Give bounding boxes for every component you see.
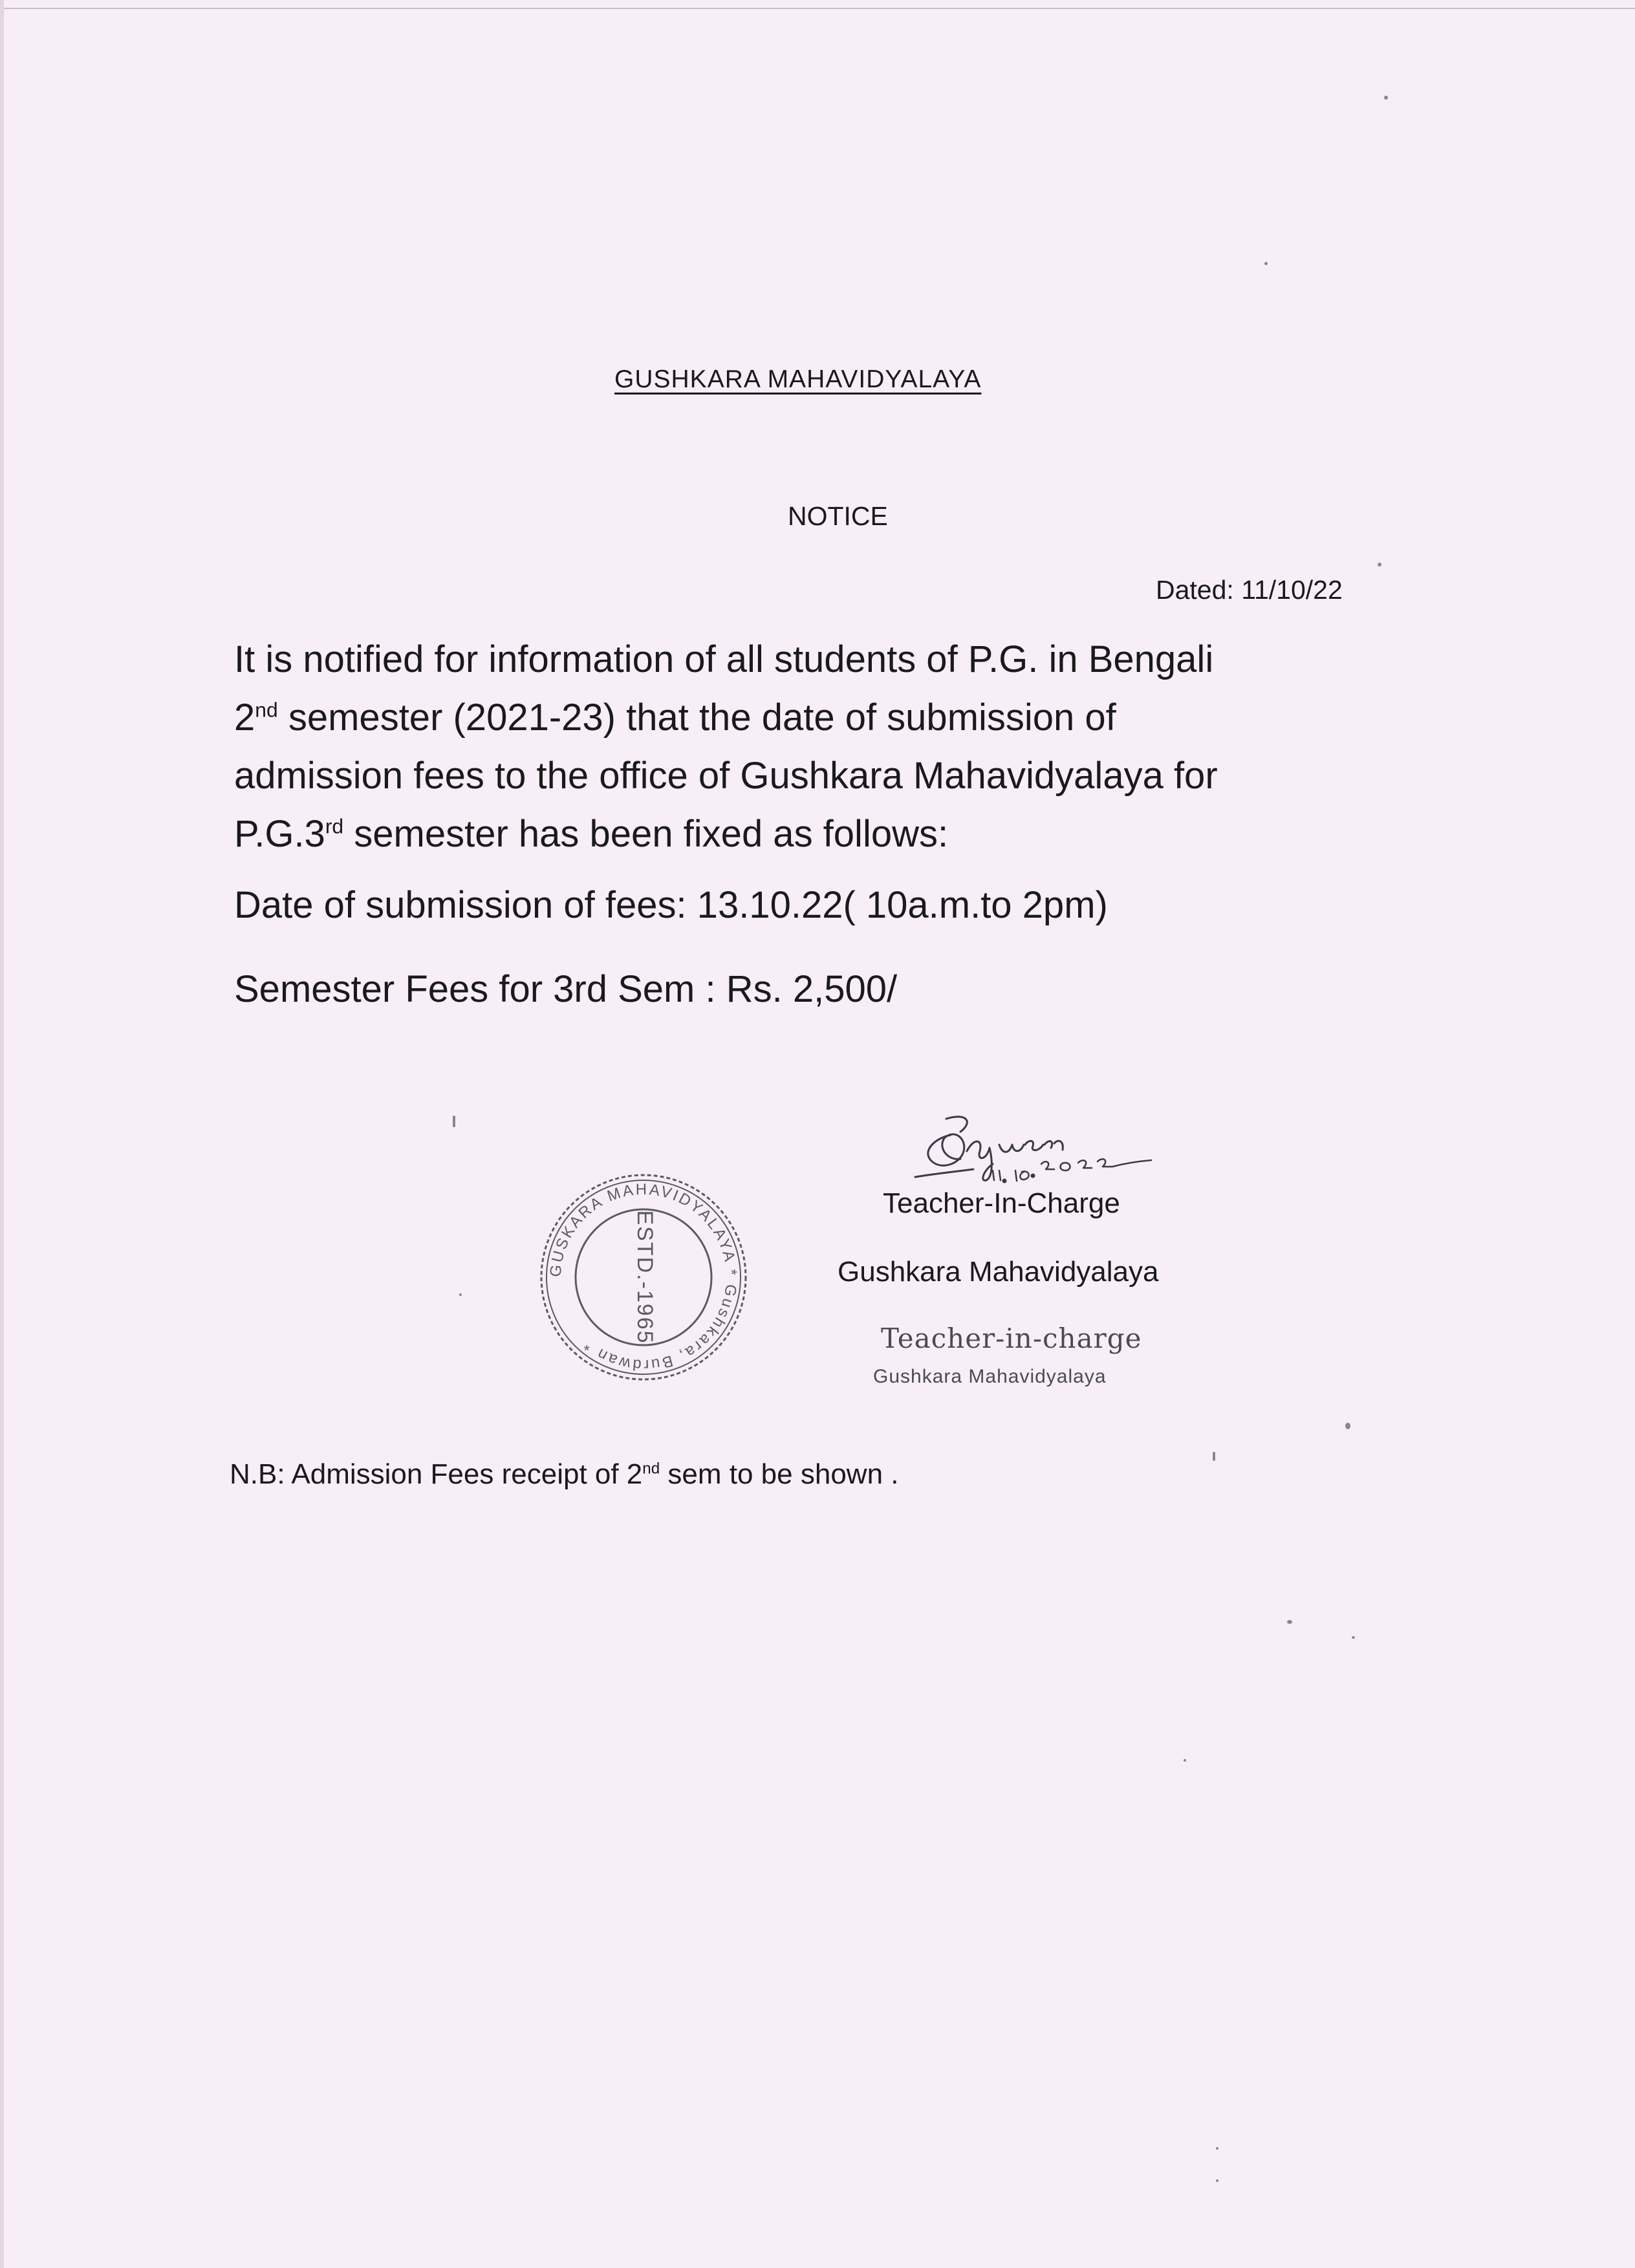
nb-note-suffix: sem to be shown . [660,1458,899,1490]
stamp-signatory-organization: Gushkara Mahavidyalaya [873,1366,1107,1387]
scan-speck [1384,96,1388,100]
nb-note [230,1458,898,1491]
scan-speck [1216,2147,1218,2150]
notice-heading: NOTICE [788,501,888,531]
body-line-4-text: semester has been fixed as follows: [343,813,949,855]
body-line-4-prefix: P.G.3 [234,813,325,855]
scan-speck [453,1116,455,1127]
seal-outer-text: GUSKARA MAHAVIDYALAYA * Gushkara, Burdwan * [547,1180,741,1374]
body-line-4 [234,805,1528,863]
body-line-2 [234,689,1528,747]
body-line-4-ordinal: rd [325,814,344,838]
handwritten-signature [896,1099,1232,1190]
college-title: GUSHKARA MAHAVIDYALAYA [614,365,982,393]
semester-fees-amount: Semester Fees for 3rd Sem : Rs. 2,500/ [234,968,898,1010]
notice-body [234,631,1528,863]
seal-center-text: ESTD.-1965 [633,1210,658,1345]
scan-speck [1287,1620,1292,1624]
scan-speck [1184,1759,1186,1762]
scan-speck [1216,2179,1218,2182]
nb-note-prefix: N.B: Admission Fees receipt of 2 [230,1458,643,1490]
scan-speck [1352,1636,1355,1639]
nb-note-ordinal: nd [642,1460,660,1478]
signatory-title: Teacher-In-Charge [883,1187,1120,1219]
scan-speck [1345,1423,1350,1429]
page-left-edge [0,0,4,2268]
page-top-edge [0,8,1635,9]
scan-speck [1378,563,1381,567]
body-line-3: admission fees to the office of Gushkara Mahavidyalaya for [234,755,1218,797]
body-line-2-text: semester (2021-23) that the date of submission of [277,697,1116,739]
signatory-organization: Gushkara Mahavidyalaya [838,1256,1159,1288]
notice-date: Dated: 11/10/22 [1156,575,1343,605]
scan-speck [1213,1452,1215,1461]
body-line-2-ordinal: nd [255,698,278,722]
stamp-signatory-title: Teacher-in-charge [881,1323,1142,1354]
body-line-2-number: 2 [234,697,255,739]
scan-speck [459,1293,462,1296]
body-line-1: It is notified for information of all students of P.G. in Bengali [234,638,1214,680]
scan-speck [1264,262,1268,265]
fees-submission-date: Date of submission of fees: 13.10.22( 10a.m.to 2pm) [234,884,1108,926]
college-seal [530,1164,757,1390]
